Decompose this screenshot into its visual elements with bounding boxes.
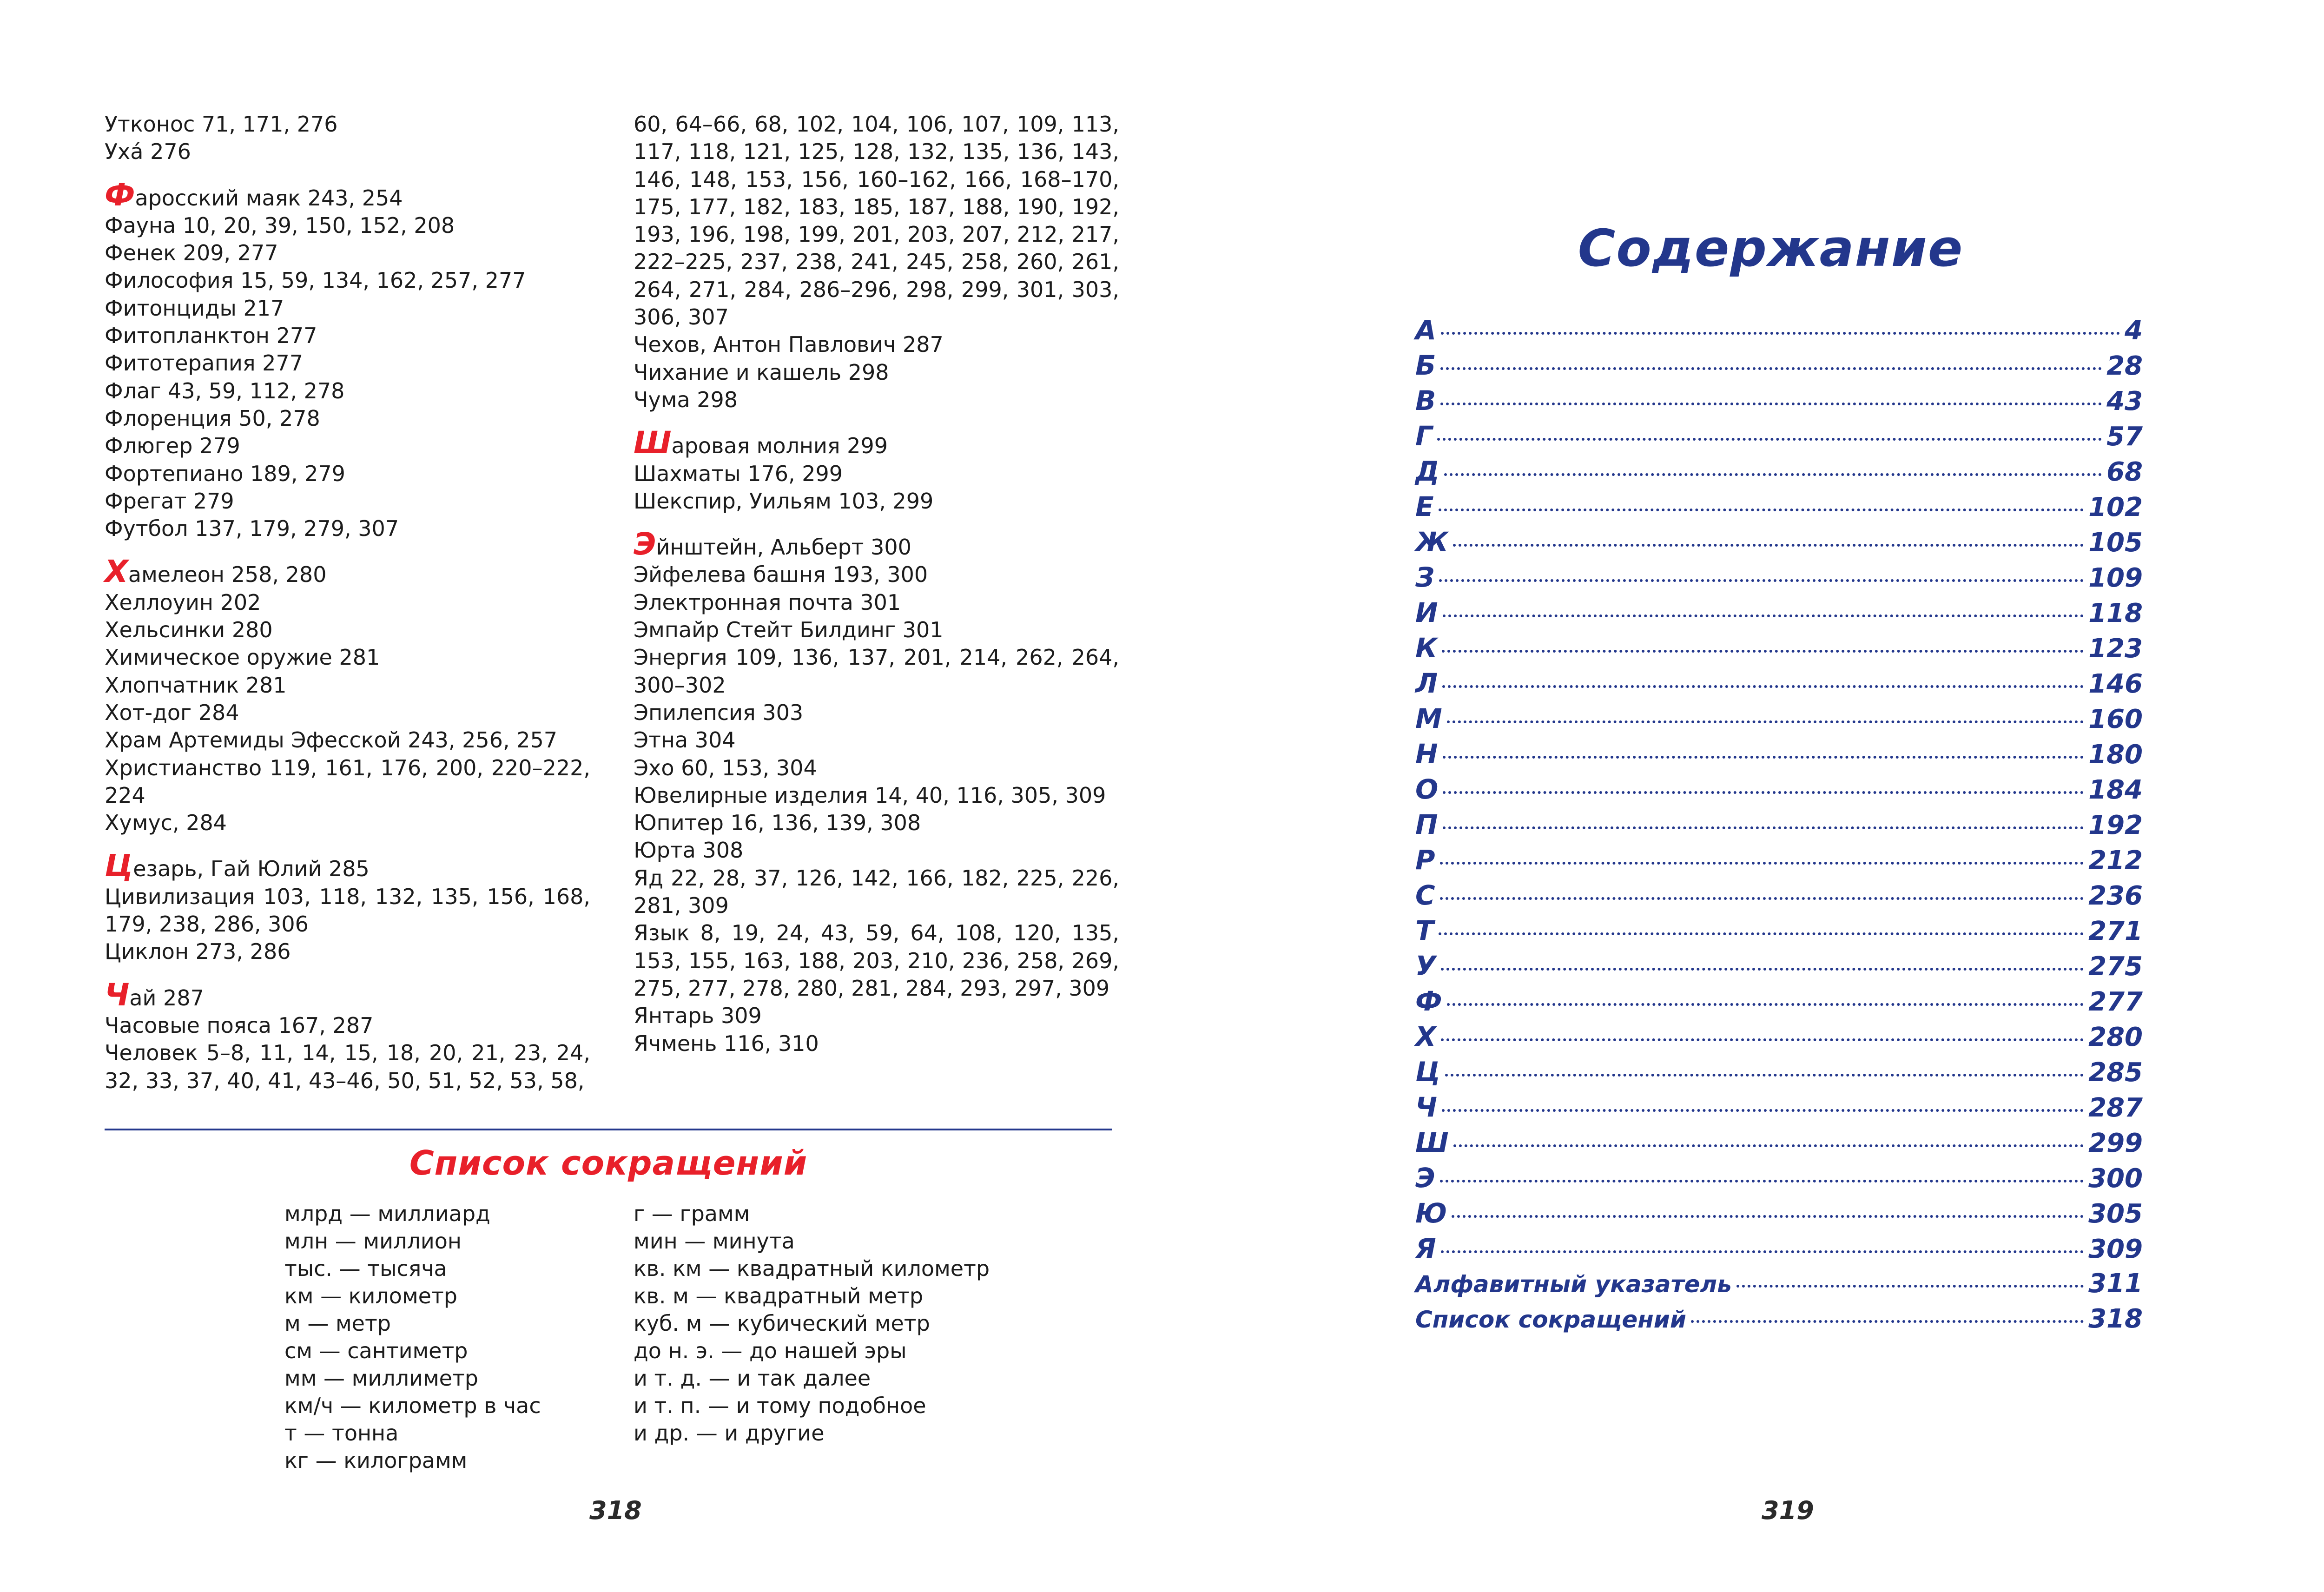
abbreviation-item: кг — килограмм (284, 1448, 468, 1473)
contents-item-page: 309 (2088, 1234, 2143, 1264)
contents-item-leader (1439, 509, 2084, 511)
index-entry-text: Язык 8, 19, 24, 43, 59, 64, 108, 120, 135, 153, 155, 163, 188, 203, 210, 236, 258, 269, 275, 277, 278, 280, 281, 284, 293, 297, 309 (634, 920, 1119, 1001)
contents-item-label: З (1415, 561, 1435, 593)
index-entry (105, 589, 590, 616)
contents-item-label: В (1415, 385, 1436, 416)
contents-item-page: 271 (2088, 916, 2143, 946)
index-entry-text: Фитопланктон 277 (105, 323, 317, 349)
contents-item-page: 192 (2088, 810, 2143, 840)
index-entry-text: Яд 22, 28, 37, 126, 142, 166, 182, 225, 226, 281, 309 (634, 865, 1119, 918)
abbreviation-item: до н. э. — до нашей эры (634, 1338, 907, 1363)
contents-item (1415, 454, 2143, 489)
index-entry (634, 111, 1119, 331)
contents-item (1415, 1266, 2143, 1301)
contents-item-label: С (1415, 879, 1435, 911)
contents-item-page: 285 (2088, 1057, 2143, 1088)
index-entry-text: Юпитер 16, 136, 139, 308 (634, 810, 921, 836)
index-entry (105, 377, 590, 405)
contents-item-label: Э (1415, 1162, 1435, 1194)
index-entry (634, 644, 1119, 699)
abbreviations-title: Список сокращений (409, 1143, 808, 1182)
index-group (105, 111, 590, 166)
contents-item-leader (1736, 1285, 2084, 1288)
contents-item (1415, 948, 2143, 984)
index-entry-text: Циклон 273, 286 (105, 939, 291, 964)
contents-item (1415, 772, 2143, 807)
abbreviation-item: куб. м — кубический метр (634, 1311, 930, 1336)
contents-item (1415, 913, 2143, 948)
index-entry-text: Футбол 137, 179, 279, 307 (105, 516, 399, 542)
index-entry-text: Энергия 109, 136, 137, 201, 214, 262, 264, 300–302 (634, 645, 1119, 698)
contents-item-page: 123 (2088, 634, 2143, 664)
contents-item (1415, 1301, 2143, 1337)
abbreviation-item: м — метр (284, 1311, 391, 1336)
contents-item-page: 287 (2088, 1093, 2143, 1123)
index-entry (634, 616, 1119, 644)
index-entry-text: Эйфелева башня 193, 300 (634, 562, 928, 588)
contents-item-label: К (1415, 632, 1438, 664)
index-entry-text: Фитотерапия 277 (105, 350, 303, 376)
index-entry-text: Хумус, 284 (105, 810, 227, 836)
index-entry (105, 727, 590, 754)
contents-item-label: У (1415, 950, 1436, 982)
index-entry-text: Фауна 10, 20, 39, 150, 152, 208 (105, 212, 455, 238)
contents-item (1415, 701, 2143, 736)
index-entry-text: Христианство 119, 161, 176, 200, 220–222, 224 (105, 755, 590, 808)
abbreviation-item: см — сантиметр (284, 1338, 468, 1363)
index-group (105, 554, 590, 837)
index-entry-text: Философия 15, 59, 134, 162, 257, 277 (105, 268, 526, 293)
index-entry (105, 488, 590, 515)
contents-item-leader (1440, 403, 2102, 405)
index-entry (105, 405, 590, 432)
contents-item-page: 236 (2088, 881, 2143, 911)
contents-item-page: 277 (2088, 987, 2143, 1017)
contents-item-leader (1439, 579, 2084, 582)
index-entry-text: Чихание и кашель 298 (634, 359, 889, 385)
contents-item-label: Ш (1415, 1127, 1449, 1158)
contents-item-page: 305 (2088, 1199, 2143, 1229)
index-entry-text: Чума 298 (634, 387, 738, 412)
contents-item-label: Н (1415, 738, 1438, 770)
index-entry-text: аровая молния 299 (671, 433, 888, 459)
index-entry (105, 1012, 590, 1039)
index-entry (634, 782, 1119, 809)
index-entry-text: Фортепиано 189, 279 (105, 461, 345, 486)
contents-item-page: 300 (2088, 1163, 2143, 1194)
contents-item-page: 275 (2088, 951, 2143, 982)
contents-item-leader (1440, 897, 2084, 900)
contents-item (1415, 630, 2143, 666)
index-entry (634, 727, 1119, 754)
contents-item-leader (1441, 968, 2084, 971)
contents-item (1415, 1231, 2143, 1266)
contents-item-label: М (1415, 703, 1442, 734)
contents-item (1415, 418, 2143, 454)
index-entry (105, 672, 590, 699)
index-group (634, 425, 1119, 515)
index-entry (105, 111, 590, 138)
contents-item-label: Т (1415, 915, 1434, 946)
contents-item-leader (1444, 473, 2102, 476)
index-entry (634, 754, 1119, 782)
abbreviations-column-2 (634, 1200, 990, 1447)
index-entry-text: Уха́ 276 (105, 139, 191, 165)
index-entry (105, 138, 590, 165)
index-group (634, 526, 1119, 1057)
contents-item-page: 105 (2088, 528, 2143, 558)
index-entry-text: Часовые пояса 167, 287 (105, 1012, 374, 1038)
contents-item-leader (1440, 862, 2084, 865)
contents-item-leader (1442, 685, 2084, 688)
index-entry-text: Янтарь 309 (634, 1003, 762, 1029)
index-entry (105, 644, 590, 671)
contents-item-label: И (1415, 597, 1438, 628)
abbreviation-item: и т. п. — и тому подобное (634, 1393, 926, 1418)
contents-item-page: 212 (2088, 846, 2143, 876)
contents-item-page: 102 (2088, 492, 2143, 522)
contents-item-label: Список сокращений (1415, 1306, 1686, 1333)
index-entry (105, 515, 590, 542)
contents-item-leader (1443, 791, 2084, 794)
index-entry-text: Этна 304 (634, 727, 736, 753)
contents-item-leader (1437, 438, 2102, 441)
abbreviation-item: кв. м — квадратный метр (634, 1283, 924, 1308)
index-entry-text: Юрта 308 (634, 838, 744, 863)
contents-item-leader (1453, 1144, 2084, 1147)
contents-item-page: 318 (2088, 1304, 2143, 1334)
abbreviations-column-1 (284, 1200, 541, 1474)
index-entry (634, 526, 1119, 562)
index-entry (634, 561, 1119, 588)
contents-item-leader (1443, 614, 2084, 617)
contents-item-page: 109 (2088, 563, 2143, 593)
index-entry (105, 699, 590, 727)
index-entry (634, 331, 1119, 358)
index-entry-text: Ювелирные изделия 14, 40, 116, 305, 309 (634, 782, 1106, 808)
index-entry (634, 460, 1119, 488)
index-entry (105, 809, 590, 837)
contents-item-label: Р (1415, 844, 1435, 876)
index-entry-text: Ячмень 116, 310 (634, 1031, 819, 1056)
contents-item-leader (1441, 1038, 2084, 1041)
index-entry (634, 919, 1119, 1002)
index-entry (634, 488, 1119, 515)
abbreviation-item: мин — минута (634, 1229, 795, 1254)
contents-item-label: Ф (1415, 985, 1442, 1017)
index-entry-text: Шекспир, Уильям 103, 299 (634, 488, 934, 514)
contents-item-label: Х (1415, 1021, 1436, 1052)
abbreviation-item: г — грамм (634, 1201, 750, 1226)
index-entry-text: Хот-дог 284 (105, 700, 239, 725)
index-entry (634, 699, 1119, 727)
contents-item-label: Е (1415, 491, 1434, 522)
contents-item-page: 57 (2106, 422, 2143, 452)
index-entry-text: Электронная почта 301 (634, 589, 901, 615)
contents-item-label: Я (1415, 1233, 1436, 1264)
contents-item-page: 68 (2106, 457, 2143, 487)
contents-item-leader (1452, 1215, 2084, 1218)
index-entry (105, 616, 590, 644)
abbreviation-item: т — тонна (284, 1420, 399, 1446)
contents-item-leader (1442, 1109, 2084, 1112)
contents-item (1415, 524, 2143, 560)
index-entry-text: Цивилизация 103, 118, 132, 135, 156, 168, 179, 238, 286, 306 (105, 884, 590, 937)
index-entry-text: Храм Артемиды Эфесской 243, 256, 257 (105, 727, 557, 753)
index-entry (634, 425, 1119, 461)
contents-item-leader (1691, 1320, 2084, 1323)
contents-item-leader (1441, 1250, 2084, 1253)
abbreviation-item: тыс. — тысяча (284, 1256, 447, 1281)
index-initial-letter: Ф (105, 177, 135, 213)
index-entry (105, 938, 590, 965)
index-entry-text: Фрегат 279 (105, 488, 234, 514)
index-entry (634, 386, 1119, 414)
abbreviation-item: и т. д. — и так далее (634, 1366, 871, 1391)
contents-item (1415, 560, 2143, 595)
contents-item (1415, 312, 2143, 348)
index-entry-text: Эмпайр Стейт Билдинг 301 (634, 617, 944, 643)
index-entry-text: Флоренция 50, 278 (105, 405, 320, 431)
index-group (105, 848, 590, 965)
abbreviation-item: км/ч — километр в час (284, 1393, 541, 1418)
index-entry (105, 295, 590, 322)
contents-item-label: Ч (1415, 1091, 1437, 1123)
index-entry-text: Эпилепсия 303 (634, 700, 804, 725)
index-group (105, 177, 590, 543)
index-entry-text: Хлопчатник 281 (105, 672, 287, 698)
index-entry (105, 554, 590, 590)
contents-item-page: 118 (2088, 598, 2143, 628)
index-entry-text: езарь, Гай Юлий 285 (133, 856, 370, 882)
contents-item-leader (1445, 1074, 2084, 1077)
contents-item-leader (1442, 650, 2084, 653)
index-entry-text: Чехов, Антон Павлович 287 (634, 332, 944, 357)
contents-item-page: 184 (2088, 775, 2143, 805)
contents-item-leader (1441, 332, 2120, 335)
index-entry-text: Химическое оружие 281 (105, 645, 380, 670)
index-entry-text: аросский маяк 243, 254 (135, 185, 403, 211)
index-entry-text: Фитонциды 217 (105, 295, 284, 321)
contents-item-leader (1447, 720, 2084, 723)
contents-item-leader (1443, 826, 2084, 829)
index-column-1 (105, 111, 590, 1095)
index-entry (105, 239, 590, 267)
index-entry (634, 589, 1119, 616)
contents-item-page: 280 (2088, 1022, 2143, 1052)
contents-item (1415, 842, 2143, 878)
index-entry (634, 865, 1119, 920)
contents-item (1415, 595, 2143, 630)
index-entry-text: Флаг 43, 59, 112, 278 (105, 378, 345, 403)
index-entry (634, 359, 1119, 386)
contents-item (1415, 807, 2143, 842)
index-entry (105, 460, 590, 488)
index-initial-letter: Ш (634, 425, 672, 461)
contents-item-leader (1443, 756, 2084, 759)
index-initial-letter: Э (634, 526, 656, 562)
index-entry (634, 809, 1119, 837)
index-entry (105, 177, 590, 213)
index-entry-text: Эхо 60, 153, 304 (634, 755, 817, 780)
page-number-left: 318 (589, 1496, 642, 1525)
index-entry (105, 754, 590, 810)
index-entry-text: Флюгер 279 (105, 433, 240, 459)
contents-title: Содержание (1578, 218, 1964, 278)
index-entry-text: Шахматы 176, 299 (634, 461, 843, 486)
contents-item-page: 160 (2088, 704, 2143, 734)
abbreviation-item: и др. — и другие (634, 1420, 825, 1446)
index-entry-text: амелеон 258, 280 (128, 562, 327, 588)
contents-item (1415, 1019, 2143, 1054)
contents-item-label: Д (1415, 456, 1439, 487)
contents-item-label: Л (1415, 667, 1438, 699)
abbreviations-divider (105, 1129, 1112, 1130)
index-initial-letter: Ч (105, 977, 130, 1013)
index-entry-text: Утконос 71, 171, 276 (105, 112, 338, 137)
contents-item-leader (1453, 544, 2084, 547)
contents-item-leader (1440, 1180, 2084, 1182)
contents-item-page: 28 (2106, 351, 2143, 381)
index-entry-text: ай 287 (129, 985, 204, 1011)
contents-item (1415, 1160, 2143, 1196)
index-entry-text: Хельсинки 280 (105, 617, 273, 643)
contents-item (1415, 1090, 2143, 1125)
contents-item (1415, 878, 2143, 913)
contents-item-label: О (1415, 773, 1439, 805)
index-entry (105, 350, 590, 377)
page-number-right: 319 (1762, 1496, 1814, 1525)
contents-item-label: Г (1415, 420, 1433, 452)
index-initial-letter: Ц (105, 848, 133, 884)
contents-item-label: П (1415, 809, 1438, 840)
contents-item-leader (1440, 367, 2102, 370)
contents-item (1415, 984, 2143, 1019)
contents-item-leader (1447, 1003, 2084, 1006)
index-group (105, 977, 590, 1095)
contents-item (1415, 383, 2143, 418)
contents-item (1415, 736, 2143, 772)
index-entry (105, 883, 590, 938)
contents-item-page: 146 (2088, 669, 2143, 699)
contents-item-label: Ц (1415, 1056, 1440, 1088)
index-entry (634, 1030, 1119, 1057)
abbreviation-item: км — километр (284, 1283, 457, 1308)
index-entry-text: йнштейн, Альберт 300 (656, 535, 911, 560)
index-entry-text: 60, 64–66, 68, 102, 104, 106, 107, 109, 113, 117, 118, 121, 125, 128, 132, 135, 136, 143, 146, 148, 153, 156, 160–162, 166, 168–170, 175, 177, 182, 183, 185, 187, 188, 190, 192, 193, 196, 198, 199, 201, 203, 207, 212, 217, 222–225, 237, 238, 241, 245, 258, 260, 261, 264, 271, 284, 286–296, 298, 299, 301, 303, 306, 307 (634, 112, 1119, 330)
index-initial-letter: Х (105, 554, 128, 590)
contents-list (1415, 312, 2143, 1337)
contents-item (1415, 1054, 2143, 1090)
index-entry (105, 212, 590, 239)
index-entry (105, 322, 590, 350)
contents-item-leader (1439, 932, 2084, 935)
index-entry (105, 848, 590, 884)
contents-item-page: 311 (2088, 1268, 2143, 1299)
index-entry (105, 267, 590, 294)
index-entry-text: Хеллоуин 202 (105, 589, 261, 615)
contents-item-label: Ж (1415, 526, 1448, 558)
index-entry (105, 1039, 590, 1095)
index-entry-text: Человек 5–8, 11, 14, 15, 18, 20, 21, 23, 24, 32, 33, 37, 40, 41, 43–46, 50, 51, 52, 53, 58, (105, 1040, 590, 1093)
index-entry (105, 977, 590, 1013)
abbreviation-item: кв. км — квадратный километр (634, 1256, 990, 1281)
contents-item-page: 180 (2088, 740, 2143, 770)
contents-item (1415, 348, 2143, 383)
contents-item-page: 4 (2125, 316, 2143, 346)
index-column-2 (634, 111, 1119, 1057)
index-entry (634, 1002, 1119, 1030)
contents-item (1415, 1125, 2143, 1160)
contents-item-page: 299 (2088, 1128, 2143, 1158)
contents-item-label: А (1415, 314, 1436, 346)
abbreviation-item: млрд — миллиард (284, 1201, 490, 1226)
abbreviation-item: млн — миллион (284, 1229, 462, 1254)
index-entry (634, 837, 1119, 864)
contents-item (1415, 489, 2143, 524)
index-entry-text: Фенек 209, 277 (105, 240, 278, 266)
contents-item-label: Алфавитный указатель (1415, 1271, 1732, 1298)
index-entry (105, 432, 590, 460)
contents-item (1415, 1196, 2143, 1231)
contents-item-page: 43 (2106, 386, 2143, 416)
index-group (634, 111, 1119, 414)
contents-item (1415, 666, 2143, 701)
contents-item-label: Б (1415, 350, 1436, 381)
contents-item-label: Ю (1415, 1197, 1447, 1229)
abbreviation-item: мм — миллиметр (284, 1366, 478, 1391)
